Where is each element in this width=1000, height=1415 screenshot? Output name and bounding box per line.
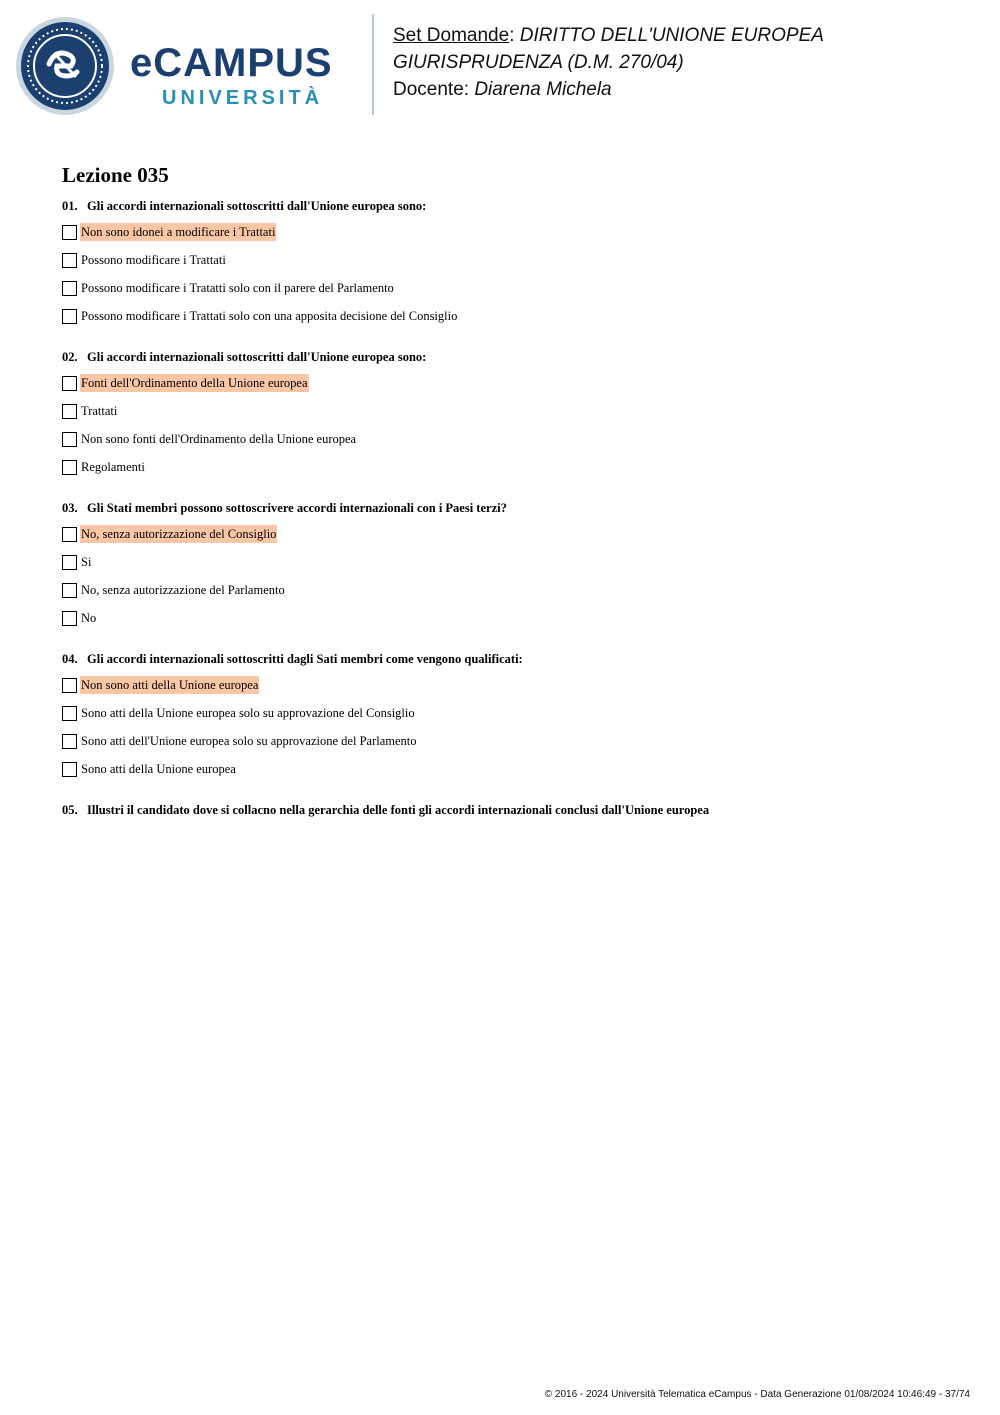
logo-subtitle: UNIVERSITÀ (162, 87, 324, 109)
answer-text: Possono modificare i Tratatti solo con il parere del Parlamento (81, 281, 394, 295)
answer-option[interactable] (62, 553, 92, 571)
question-number: 01. (62, 199, 78, 213)
answer-checkbox[interactable] (62, 734, 77, 749)
answer-option[interactable] (62, 609, 97, 627)
answer-text: Sono atti della Unione europea solo su approvazione del Consiglio (81, 706, 415, 720)
question-01 (62, 198, 426, 214)
logo-wordmark: eCAMPUS (130, 41, 333, 85)
question-text: Illustri il candidato dove si collacno nella gerarchia delle fonti gli accordi internazionali conclusi dall'Unione europea (87, 803, 710, 817)
answer-text: Trattati (81, 404, 118, 418)
answer-checkbox[interactable] (62, 309, 77, 324)
question-number: 02. (62, 350, 78, 364)
set-separator: : (509, 25, 520, 46)
answer-option[interactable] (62, 223, 276, 241)
answer-checkbox[interactable] (62, 432, 77, 447)
answer-checkbox[interactable] (62, 762, 77, 777)
answer-text: Regolamenti (81, 460, 145, 474)
answer-option[interactable] (62, 704, 416, 722)
ecampus-seal-logo (15, 16, 115, 116)
answer-text: No, senza autorizzazione del Parlamento (81, 583, 285, 597)
question-number: 05. (62, 803, 78, 817)
question-text: Gli accordi internazionali sottoscritti dagli Sati membri come vengono qualificati: (87, 652, 523, 666)
answer-checkbox[interactable] (62, 555, 77, 570)
answer-checkbox[interactable] (62, 404, 77, 419)
correct-answer-text: Fonti dell'Ordinamento della Unione europea (81, 376, 308, 390)
answer-text: Possono modificare i Trattati solo con una apposita decisione del Consiglio (81, 309, 458, 323)
document-header (393, 22, 983, 103)
answer-text: Sono atti dell'Unione europea solo su approvazione del Parlamento (81, 734, 417, 748)
teacher-label: Docente: (393, 79, 475, 100)
answer-checkbox[interactable] (62, 376, 77, 391)
answer-option[interactable] (62, 307, 458, 325)
question-05 (62, 802, 709, 818)
question-number: 03. (62, 501, 78, 515)
program-name: GIURISPRUDENZA (D.M. 270/04) (393, 52, 684, 73)
header-course-line (393, 22, 983, 49)
page-footer: © 2016 - 2024 Università Telematica eCampus - Data Generazione 01/08/2024 10:46:49 - 37/74 (544, 1389, 970, 1400)
answer-checkbox[interactable] (62, 460, 77, 475)
correct-answer-text: No, senza autorizzazione del Consiglio (81, 527, 277, 541)
answer-text: No (81, 611, 97, 625)
answer-option[interactable] (62, 402, 118, 420)
answer-checkbox[interactable] (62, 527, 77, 542)
correct-answer-text: Non sono idonei a modificare i Trattati (81, 225, 276, 239)
answer-option[interactable] (62, 430, 357, 448)
question-text: Gli accordi internazionali sottoscritti dall'Unione europea sono: (87, 350, 427, 364)
answer-option[interactable] (62, 760, 237, 778)
question-04 (62, 651, 523, 667)
answer-option[interactable] (62, 525, 277, 543)
question-number: 04. (62, 652, 78, 666)
answer-checkbox[interactable] (62, 611, 77, 626)
answer-checkbox[interactable] (62, 253, 77, 268)
header-divider (372, 14, 374, 115)
correct-answer-text: Non sono atti della Unione europea (81, 678, 259, 692)
answer-text: Si (81, 555, 92, 569)
question-02 (62, 349, 426, 365)
answer-text: Sono atti della Unione europea (81, 762, 236, 776)
set-label: Set Domande (393, 25, 510, 46)
answer-option[interactable] (62, 581, 286, 599)
answer-checkbox[interactable] (62, 225, 77, 240)
answer-option[interactable] (62, 279, 395, 297)
answer-checkbox[interactable] (62, 583, 77, 598)
answer-checkbox[interactable] (62, 281, 77, 296)
answer-option[interactable] (62, 676, 259, 694)
ecampus-wordmark-logo (130, 40, 360, 115)
teacher-line (393, 76, 983, 103)
question-03 (62, 500, 507, 516)
answer-text: Non sono fonti dell'Ordinamento della Unione europea (81, 432, 357, 446)
answer-option[interactable] (62, 374, 309, 392)
answer-checkbox[interactable] (62, 678, 77, 693)
lesson-title: Lezione 035 (62, 163, 169, 187)
question-text: Gli accordi internazionali sottoscritti dall'Unione europea sono: (87, 199, 427, 213)
answer-option[interactable] (62, 732, 418, 750)
answer-option[interactable] (62, 458, 146, 476)
answer-option[interactable] (62, 251, 227, 269)
course-name: DIRITTO DELL'UNIONE EUROPEA (519, 25, 824, 46)
answer-checkbox[interactable] (62, 706, 77, 721)
answer-text: Possono modificare i Trattati (81, 253, 226, 267)
question-text: Gli Stati membri possono sottoscrivere accordi internazionali con i Paesi terzi? (87, 501, 507, 515)
teacher-name: Diarena Michela (474, 79, 612, 100)
